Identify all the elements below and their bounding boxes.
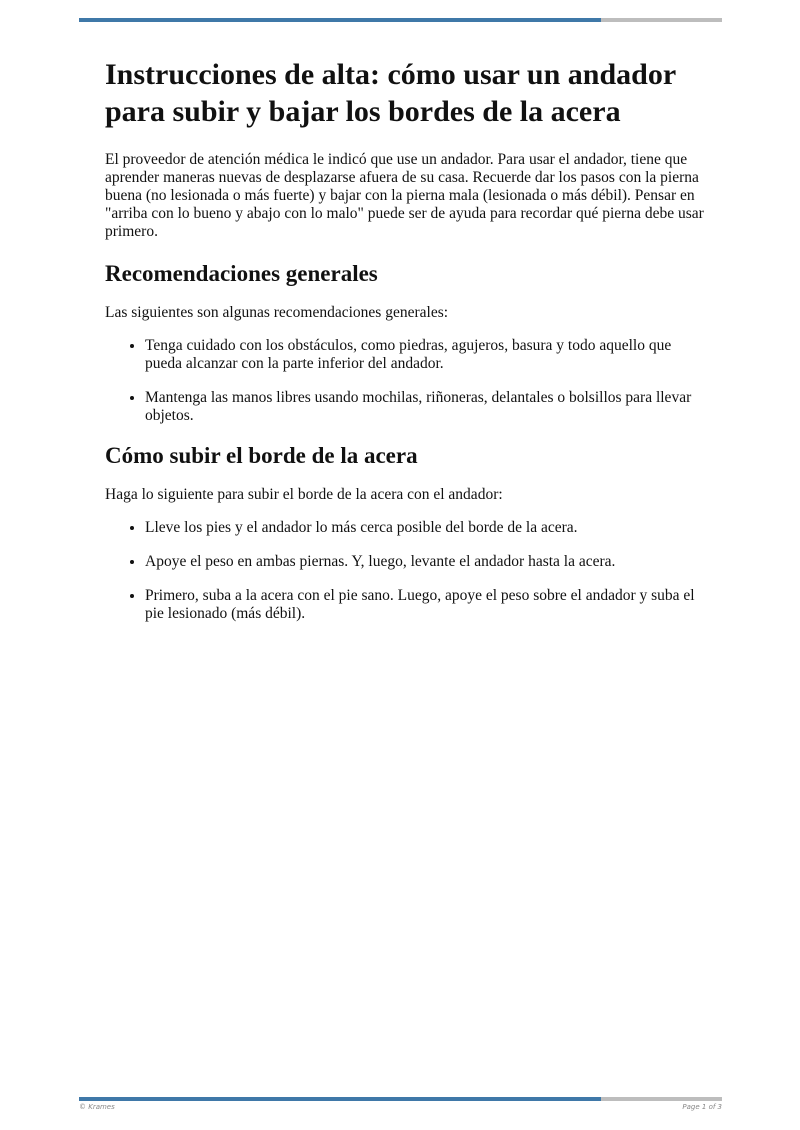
bullet-list	[105, 337, 705, 425]
header-rule-accent	[79, 18, 601, 22]
copyright-text: © Krames	[79, 1103, 115, 1111]
header-rule-track	[601, 18, 722, 22]
section-general-recommendations	[105, 260, 705, 425]
list-item: • Primero, suba a la acera con el pie sano. Luego, apoye el peso sobre el andador y suba el pie lesionado (más débil).	[145, 587, 705, 623]
page-indicator: Page 1 of 3	[682, 1103, 722, 1111]
list-item: • Tenga cuidado con los obstáculos, como piedras, agujeros, basura y todo aquello que pueda alcanzar con la parte inferior del andador.	[145, 337, 705, 373]
footer-rule	[79, 1097, 722, 1101]
page-title: Instrucciones de alta: cómo usar un andador para subir y bajar los bordes de la acera	[105, 58, 676, 128]
bullet-list	[105, 519, 705, 623]
section-lead: Haga lo siguiente para subir el borde de la acera con el andador:	[105, 486, 503, 503]
page-footer	[79, 1103, 722, 1111]
section-heading: Cómo subir el borde de la acera	[105, 443, 418, 468]
footer-rule-accent	[79, 1097, 601, 1101]
document-body	[105, 56, 705, 640]
header-rule	[79, 18, 722, 22]
list-item: • Mantenga las manos libres usando mochilas, riñoneras, delantales o bolsillos para llevar objetos.	[145, 389, 705, 425]
section-heading: Recomendaciones generales	[105, 261, 378, 286]
list-item: • Lleve los pies y el andador lo más cerca posible del borde de la acera.	[145, 519, 705, 537]
intro-paragraph: El proveedor de atención médica le indicó que use un andador. Para usar el andador, tiene que aprender maneras nuevas de desplazarse afuera de su casa. Recuerde dar los pasos con la pierna buena (no lesionada o más fuerte) y bajar con la pierna mala (lesionada o más débil). Pensar en "arriba con lo bueno y abajo con lo malo" puede ser de ayuda para recordar qué pierna debe usar primero.	[105, 151, 704, 240]
section-lead: Las siguientes son algunas recomendaciones generales:	[105, 304, 449, 321]
footer-rule-track	[601, 1097, 722, 1101]
list-item: • Apoye el peso en ambas piernas. Y, luego, levante el andador hasta la acera.	[145, 553, 705, 571]
section-step-up-curb	[105, 442, 705, 623]
